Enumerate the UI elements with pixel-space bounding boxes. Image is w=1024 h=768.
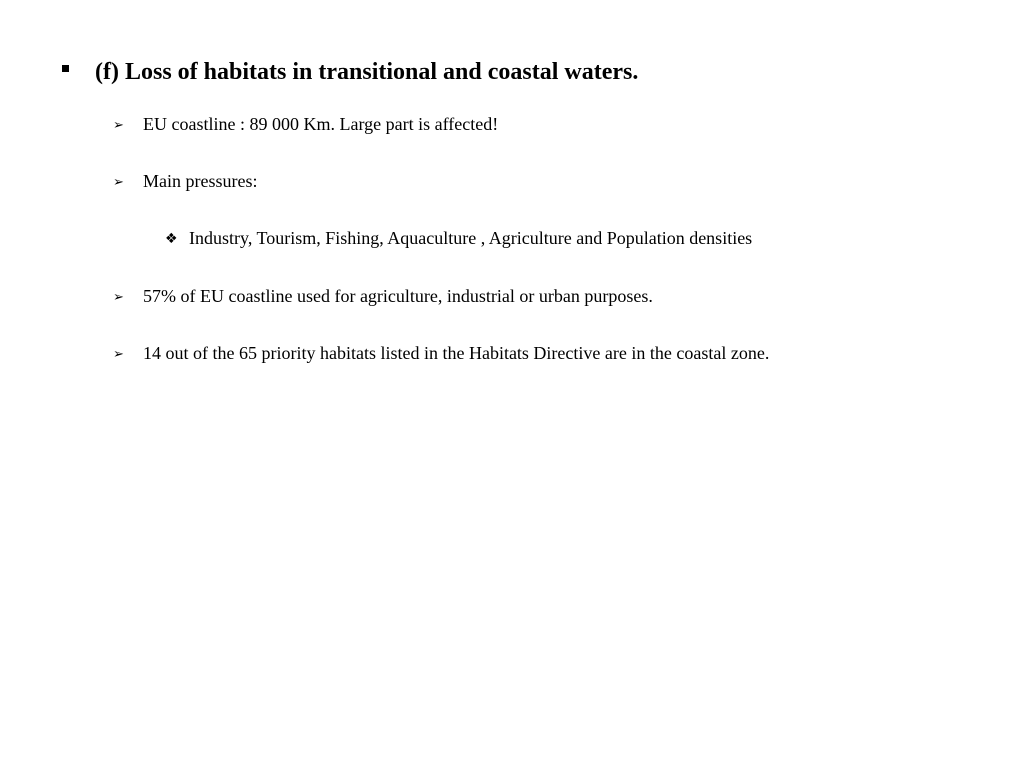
bullet-text: Industry, Tourism, Fishing, Aquaculture , Agriculture and Population densities (189, 228, 753, 248)
bullet-item-coastline (113, 114, 498, 135)
bullet-item-priority-habitats (113, 343, 769, 364)
arrow-bullet-icon: ➢ (113, 290, 124, 305)
sub-bullet-item-pressures-list (165, 228, 752, 249)
arrow-bullet-icon: ➢ (113, 347, 124, 362)
diamond-bullet-icon: ❖ (165, 231, 178, 247)
square-bullet-icon (62, 65, 69, 72)
bullet-text: Main pressures: (143, 171, 258, 191)
heading-text: (f) Loss of habitats in transitional and coastal waters. (95, 59, 639, 85)
bullet-text: 14 out of the 65 priority habitats listed in the Habitats Directive are in the coastal zone. (143, 343, 770, 363)
arrow-bullet-icon: ➢ (113, 175, 124, 190)
bullet-text: EU coastline : 89 000 Km. Large part is affected! (143, 114, 499, 134)
bullet-item-coastline-usage (113, 286, 653, 307)
bullet-item-main-pressures (113, 171, 257, 192)
arrow-bullet-icon: ➢ (113, 118, 124, 133)
bullet-text: 57% of EU coastline used for agriculture, industrial or urban purposes. (143, 286, 653, 306)
slide-heading (62, 59, 638, 86)
